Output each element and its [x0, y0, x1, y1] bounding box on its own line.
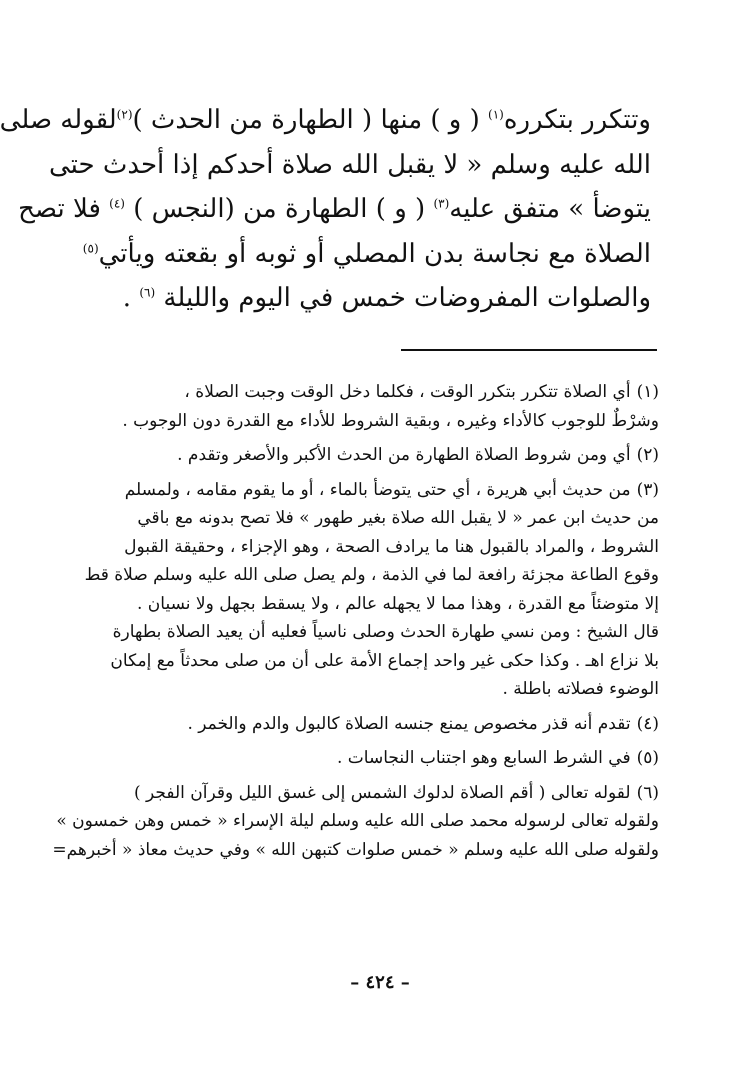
main-line — [67, 232, 651, 277]
footnote-ref[interactable]: (١) — [488, 107, 504, 122]
footnote-line — [79, 504, 659, 533]
footnote-text: لقوله تعالى ( أقم الصلاة لدلوك الشمس إلى غسق الليل وقرآن الفجر ) — [134, 782, 631, 803]
footnote-text: تقدم أنه قذر مخصوص يمنع جنسه الصلاة كالبول والدم والخمر . — [187, 713, 631, 734]
main-text-segment: الصلاة مع نجاسة بدن المصلي أو ثوبه أو بقعته ويأتي — [98, 238, 651, 269]
footnote-text: أي الصلاة تتكرر بتكرر الوقت ، فكلما دخل الوقت وجبت الصلاة ، — [184, 382, 631, 402]
footnote-1 — [79, 378, 659, 435]
footnote-line — [79, 378, 659, 407]
footnotes — [52, 378, 659, 870]
main-text-segment: ( و ) منها ( الطهارة من الحدث ) — [132, 105, 489, 135]
footnote-line — [79, 561, 659, 590]
footnote-text: بلا نزاع اهـ . وكذا حكى غير واحد إجماع الأمة على أن من صلى محدثاً مع إمكان — [110, 650, 659, 671]
footnote-4 — [79, 710, 659, 739]
main-text-segment: ( و ) الطهارة من (النجس ) — [124, 194, 434, 224]
footnote-number: (٢) — [636, 445, 659, 465]
footnote-line — [79, 744, 659, 773]
footnote-text: ولقوله صلى الله عليه وسلم « خمس صلوات كتبهن الله » وفي حديث معاذ « أخبرهم= — [52, 839, 659, 860]
main-line — [49, 143, 651, 188]
footnote-number: (٣) — [636, 479, 659, 500]
footnote-text: الشروط ، والمراد بالقبول هنا ما يرادف الصحة ، وهو الإجزاء ، وحقيقة القبول — [124, 536, 659, 557]
footnote-line — [79, 618, 659, 647]
footnote-separator — [401, 349, 657, 351]
footnote-text: ولقوله تعالى لرسوله محمد صلى الله عليه وسلم ليلة الإسراء « خمس وهن خمسون » — [56, 811, 659, 831]
footnote-number: (٥) — [636, 748, 659, 768]
main-line — [0, 98, 651, 143]
footnote-number: (٤) — [636, 713, 659, 734]
footnote-text: الوضوء فصلاته باطلة . — [502, 679, 659, 699]
main-text-segment: يتوضأ » متفق عليه — [449, 194, 651, 224]
footnote-text: من حديث ابن عمر « لا يقبل الله صلاة بغير طهور » فلا تصح بدونه مع باقي — [137, 508, 659, 528]
footnote-2 — [79, 441, 659, 470]
main-text-segment: والصلوات المفروضات خمس في اليوم والليلة — [155, 283, 651, 313]
footnote-line — [79, 710, 659, 739]
footnote-line — [79, 675, 659, 704]
main-text-segment: فلا تصح — [18, 194, 110, 224]
footnote-text: أي ومن شروط الصلاة الطهارة من الحدث الأكبر والأصغر وتقدم . — [177, 445, 631, 465]
footnote-line — [79, 533, 659, 562]
footnote-6 — [52, 779, 659, 865]
footnote-number: (١) — [636, 382, 659, 402]
footnote-ref[interactable]: (٢) — [116, 107, 133, 122]
footnote-text: من حديث أبي هريرة ، أي حتى يتوضأ بالماء ، أو ما يقوم مقامه ، ولمسلم — [124, 479, 631, 500]
footnote-ref[interactable]: (٤) — [109, 196, 125, 211]
footnote-ref[interactable]: (٥) — [82, 240, 99, 255]
footnote-text: وشرْطٌ للوجوب كالأداء وغيره ، وبقية الشروط للأداء مع القدرة دون الوجوب . — [122, 410, 659, 431]
main-text-segment: لقوله صلى — [0, 105, 117, 135]
footnote-5 — [79, 744, 659, 773]
footnote-line — [56, 807, 659, 836]
footnote-line — [79, 590, 659, 619]
footnote-line — [79, 647, 659, 676]
footnote-line — [79, 407, 659, 436]
main-line — [18, 187, 651, 232]
footnote-text: إلا متوضئاً مع القدرة ، وهذا مما لا يجهله عالم ، ولا يسقط بجهل ولا نسيان . — [137, 593, 659, 614]
main-text-segment: وتتكرر بتكرره — [503, 105, 651, 135]
main-text-segment: . — [122, 283, 140, 313]
footnote-ref[interactable]: (٦) — [139, 285, 156, 300]
footnote-number: (٦) — [636, 782, 659, 803]
footnote-text: في الشرط السابع وهو اجتناب النجاسات . — [337, 748, 631, 768]
footnote-line — [79, 476, 659, 505]
footnote-text: وقوع الطاعة مجزئة رافعة لما في الذمة ، ولم يصل صلى الله عليه وسلم صلاة قط — [84, 565, 659, 585]
main-text — [0, 98, 651, 321]
main-text-segment: الله عليه وسلم « لا يقبل الله صلاة أحدكم إذا أحدث حتى — [49, 149, 651, 180]
page-number: – ٤٢٤ – — [350, 972, 410, 993]
footnote-ref[interactable]: (٣) — [433, 196, 450, 211]
footnote-line — [79, 441, 659, 470]
footnote-3 — [79, 476, 659, 704]
main-line — [67, 276, 651, 321]
footnote-line — [79, 779, 659, 808]
footnote-line — [52, 836, 659, 865]
footnote-text: قال الشيخ : ومن نسي طهارة الحدث وصلى ناسياً فعليه أن يعيد الصلاة بطهارة — [112, 622, 659, 642]
